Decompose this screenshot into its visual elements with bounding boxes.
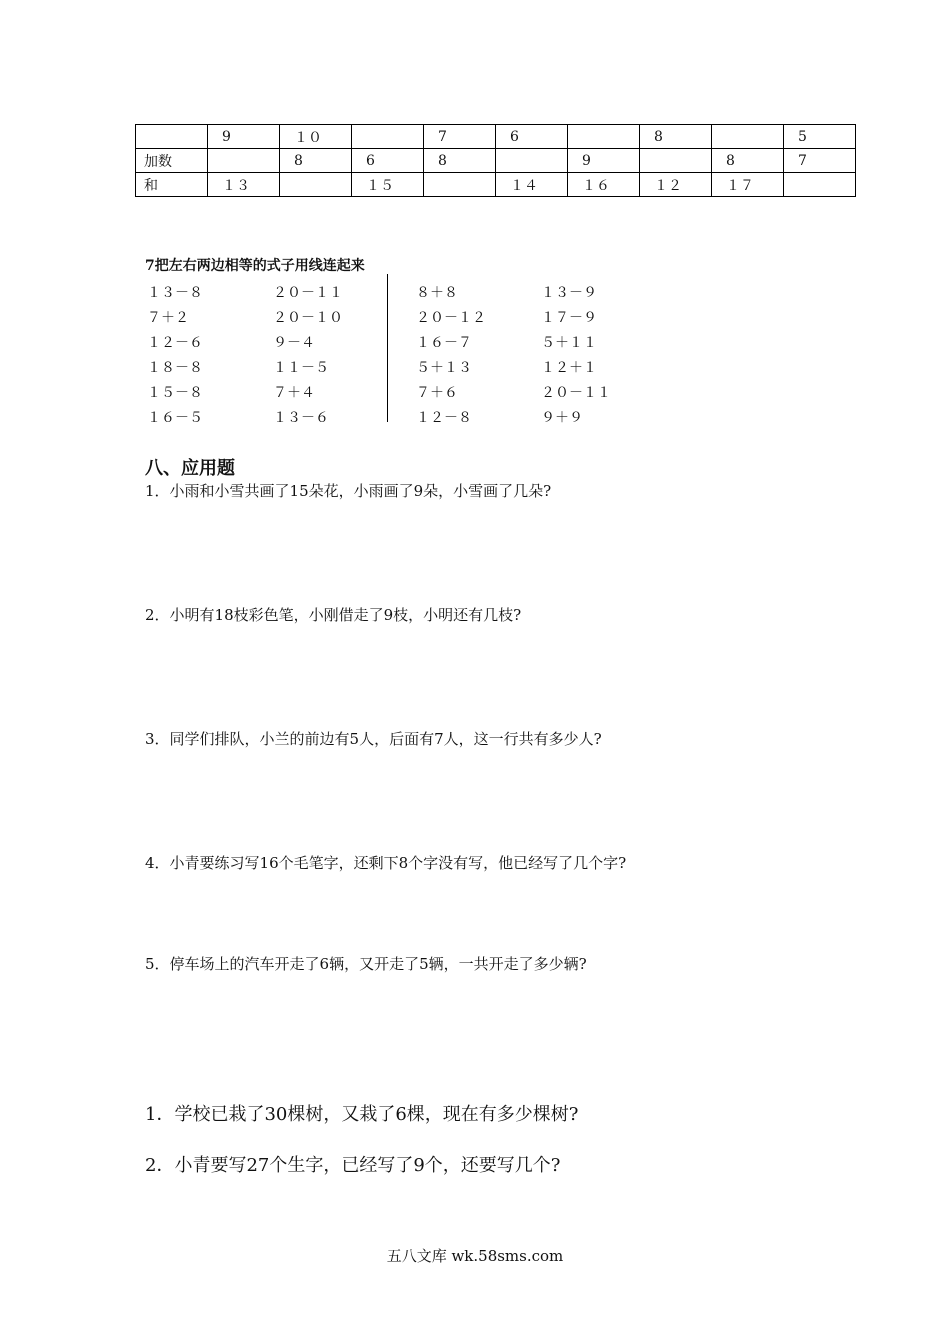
section-8-title: 八、应用题: [145, 458, 235, 479]
word-problem: 1．学校已栽了30棵树，又栽了6棵，现在有多少棵树?: [145, 1104, 579, 1125]
expression: １６－５: [147, 410, 203, 426]
table-cell: １２: [640, 173, 712, 197]
table-cell: 9: [568, 149, 640, 173]
table-cell: １４: [496, 173, 568, 197]
table-cell: １６: [568, 173, 640, 197]
word-problem: 5．停车场上的汽车开走了6辆，又开走了5辆，一共开走了多少辆?: [145, 955, 587, 973]
section-7-title: 7把左右两边相等的式子用线连起来: [145, 258, 365, 274]
table-row: [136, 149, 856, 173]
table-cell: 8: [640, 125, 712, 149]
expression: １２－６: [147, 335, 203, 351]
expression: ２０－１２: [416, 310, 486, 326]
expression: １２－８: [416, 410, 472, 426]
table-cell: [712, 125, 784, 149]
expression: １３－９: [541, 285, 597, 301]
expression: １７－９: [541, 310, 597, 326]
table-cell: [280, 173, 352, 197]
expression: １５－８: [147, 385, 203, 401]
expression: ８＋８: [416, 285, 458, 301]
expression: １８－８: [147, 360, 203, 376]
expression: ２０－１１: [273, 285, 343, 301]
expression: ２０－１０: [273, 310, 343, 326]
table-cell: [424, 173, 496, 197]
expression: ９＋９: [541, 410, 583, 426]
table-cell: 6: [352, 149, 424, 173]
table-cell: [784, 173, 856, 197]
expression: １３－６: [273, 410, 329, 426]
table-cell: [352, 125, 424, 149]
table-cell: [568, 125, 640, 149]
column-divider: [387, 274, 388, 422]
table-cell: １０: [280, 125, 352, 149]
table-cell: １３: [208, 173, 280, 197]
expression: ７＋２: [147, 310, 189, 326]
table-cell: 8: [424, 149, 496, 173]
table-cell: 8: [280, 149, 352, 173]
table-cell: 7: [784, 149, 856, 173]
table-cell: １５: [352, 173, 424, 197]
expression: ７＋４: [273, 385, 315, 401]
table-row-label: 和: [136, 173, 208, 197]
word-problem: 2．小明有18枝彩色笔，小刚借走了9枝，小明还有几枝?: [145, 606, 522, 624]
word-problem: 2．小青要写27个生字，已经写了9个，还要写几个?: [145, 1155, 561, 1176]
expression: １３－８: [147, 285, 203, 301]
table-cell: 7: [424, 125, 496, 149]
word-problem: 3．同学们排队，小兰的前边有5人，后面有7人，这一行共有多少人?: [145, 730, 602, 748]
expression: ９－４: [273, 335, 315, 351]
addition-table: [135, 124, 856, 197]
table-cell: [208, 149, 280, 173]
word-problem: 1．小雨和小雪共画了15朵花，小雨画了9朵，小雪画了几朵?: [145, 482, 552, 500]
expression: １１－５: [273, 360, 329, 376]
expression: １２＋１: [541, 360, 597, 376]
word-problem: 4．小青要练习写16个毛笔字，还剩下8个字没有写，他已经写了几个字?: [145, 854, 627, 872]
expression: ２０－１１: [541, 385, 611, 401]
table-cell: 9: [208, 125, 280, 149]
table-cell: [496, 149, 568, 173]
table-cell: 6: [496, 125, 568, 149]
expression: ７＋６: [416, 385, 458, 401]
table-cell: [640, 149, 712, 173]
table-cell: １７: [712, 173, 784, 197]
expression: ５＋１１: [541, 335, 597, 351]
table-row-label: 加数: [136, 149, 208, 173]
table-cell: 5: [784, 125, 856, 149]
table-row: [136, 125, 856, 149]
table-cell: 8: [712, 149, 784, 173]
table-row: [136, 173, 856, 197]
expression: ５＋１３: [416, 360, 472, 376]
footer-source: 五八文库 wk.58sms.com: [386, 1247, 564, 1265]
expression: １６－７: [416, 335, 472, 351]
table-cell: [136, 125, 208, 149]
